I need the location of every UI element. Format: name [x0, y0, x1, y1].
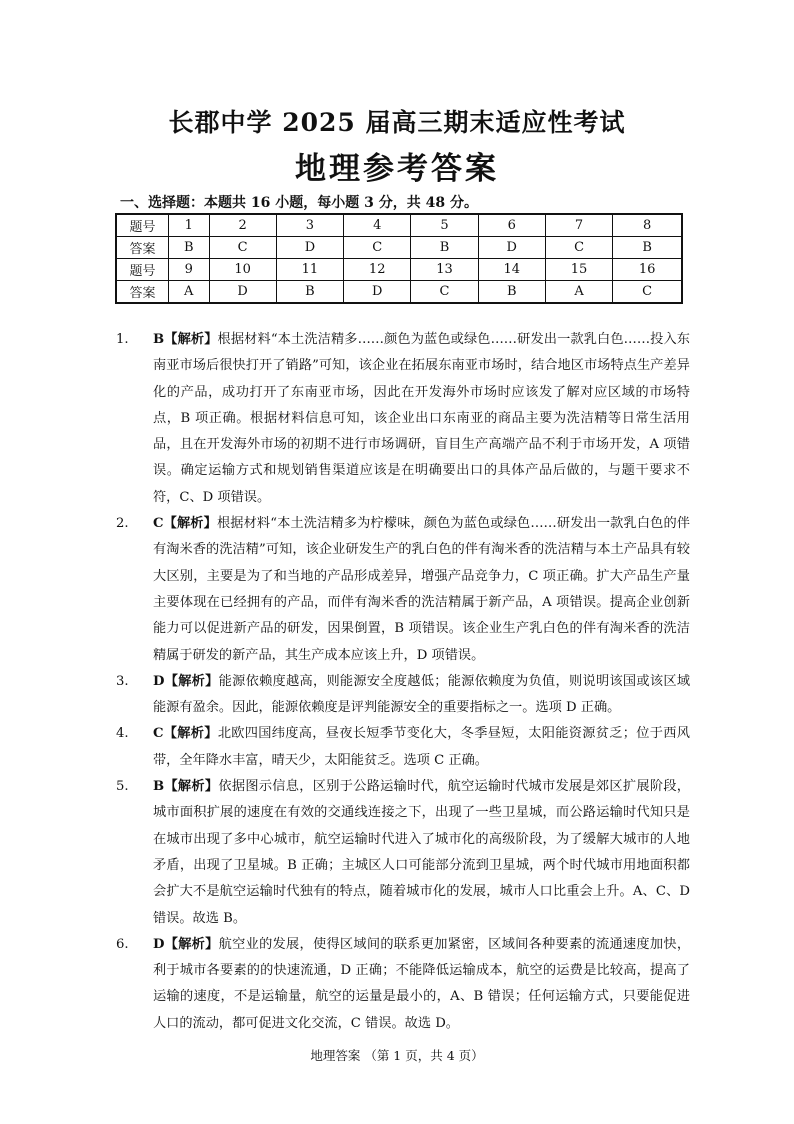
question-number: 1. — [116, 332, 129, 347]
explanation-body — [153, 669, 690, 722]
table-cell: D — [344, 281, 411, 304]
table-cell: C — [613, 281, 682, 304]
explanation-text: 北欧四国纬度高，昼夜长短季节变化大，冬季昼短，太阳能资源贫乏；位于西风带，全年降水丰富，晴天少，太阳能贫乏。选项 C 正确。 — [153, 726, 690, 768]
table-row — [116, 214, 682, 237]
explanation-body — [153, 511, 690, 669]
table-cell: C — [545, 237, 612, 259]
answer-table — [115, 213, 683, 304]
list-item — [116, 669, 690, 722]
answer-label: D【解析】 — [153, 936, 219, 952]
table-cell: 6 — [478, 214, 545, 237]
exam-title: 长郡中学 2025 届高三期末适应性考试 — [168, 108, 626, 137]
table-cell: A — [169, 281, 210, 304]
answer-title: 地理参考答案 — [295, 151, 499, 187]
explanation-body — [153, 932, 690, 1037]
row-label: 答案 — [116, 237, 169, 259]
explanation-text: 依据图示信息，区别于公路运输时代，航空运输时代城市发展是郊区扩展阶段，城市面积扩展的速度在有效的交通线连接之下，出现了一些卫星城，而公路运输时代知只是在城市出现了多中心城市，航空运输时代进入了城市化的高级阶段，为了缓解大城市的人地矛盾，出现了卫星城。B 正确；主城区人口可能部分流到卫星城，两个时代城市用地面积都会扩大不是航空运输时代独有的特点，随着城市化的发展，城市人口比重会上升。A、C、D 错误。故选 B。 — [153, 779, 690, 926]
explanation-text: 能源依赖度越高，则能源安全度越低；能源依赖度为负值，则说明该国或该区域能源有盈余。因此，能源依赖度是评判能源安全的重要指标之一。选项 D 正确。 — [153, 673, 691, 716]
table-cell: 14 — [478, 259, 545, 281]
table-cell: 11 — [276, 259, 343, 281]
table-cell: B — [478, 281, 545, 304]
table-cell: D — [209, 281, 276, 304]
explanation-body — [153, 721, 690, 774]
list-item — [116, 774, 690, 932]
table-cell: 2 — [209, 214, 276, 237]
table-cell: 12 — [344, 259, 411, 281]
table-cell: 10 — [209, 259, 276, 281]
table-cell: C — [344, 237, 411, 259]
answer-label: B【解析】 — [153, 779, 219, 795]
explanation-text: 根据材料“本土洗洁精多……颜色为蓝色或绿色……研发出一款乳白色……投入东南亚市场后很快打开了销路”可知，该企业在拓展东南亚市场时，结合地区市场特点生产差异化的产品，成功打开了东南亚市场，因此在开发海外市场时应该发了解对应区域的市场特点，B 项正确。根据材料信息可知，该企业出口东南亚的商品主要为洗洁精等日常生活用品，且在开发海外市场的初期不进行市场调研，盲目生产高端产品不利于市场开发，A 项错误。确定运输方式和规划销售渠道应该是在明确要出口的具体产品后做的，与题干要求不符，C、D 项错误。 — [153, 332, 690, 505]
table-cell: 9 — [169, 259, 210, 281]
table-cell: D — [478, 237, 545, 259]
row-label: 题号 — [116, 214, 169, 237]
list-item — [116, 327, 690, 511]
list-item — [116, 511, 690, 669]
answer-label: B【解析】 — [153, 332, 218, 347]
table-cell: A — [545, 281, 612, 304]
question-number: 4. — [116, 726, 129, 742]
row-label: 题号 — [116, 259, 169, 281]
question-number: 2. — [116, 516, 129, 532]
question-number: 6. — [116, 936, 129, 952]
table-cell: 16 — [613, 259, 682, 281]
row-label: 答案 — [116, 281, 169, 304]
table-cell: B — [411, 237, 478, 259]
table-cell: B — [613, 237, 682, 259]
table-cell: D — [276, 237, 343, 259]
table-cell: 7 — [545, 214, 612, 237]
table-cell: C — [411, 281, 478, 304]
table-cell: 1 — [169, 214, 210, 237]
table-cell: 5 — [411, 214, 478, 237]
section-heading: 一、选择题：本题共 16 小题，每小题 3 分，共 48 分。 — [120, 195, 478, 211]
page-footer: 地理答案 （第 1 页，共 4 页） — [310, 1048, 484, 1063]
question-number: 5. — [116, 779, 129, 795]
answer-label: C【解析】 — [153, 516, 217, 532]
table-row — [116, 259, 682, 281]
table-cell: B — [276, 281, 343, 304]
table-cell: 4 — [344, 214, 411, 237]
question-number: 3. — [116, 673, 129, 689]
list-item — [116, 932, 690, 1037]
explanation-body — [153, 774, 690, 932]
table-cell: 8 — [613, 214, 682, 237]
answer-label: D【解析】 — [153, 673, 219, 689]
explanation-body — [153, 327, 690, 511]
table-cell: C — [209, 237, 276, 259]
explanation-list — [116, 327, 690, 1037]
explanation-text: 航空业的发展，使得区域间的联系更加紧密，区域间各种要素的流通速度加快，利于城市各要素的的快速流通，D 正确；不能降低运输成本，航空的运费是比较高，提高了运输的速度，不是运输量，航空的运量是最小的，A、B 错误；任何运输方式，只要能促进人口的流动，都可促进文化交流，C 错误。故选 D。 — [153, 936, 691, 1031]
answer-label: C【解析】 — [153, 726, 218, 742]
table-cell: 13 — [411, 259, 478, 281]
explanation-text: 根据材料“本土洗洁精多为柠檬味，颜色为蓝色或绿色……研发出一款乳白色的伴有淘米香的洗洁精”可知，该企业研发生产的乳白色的伴有淘米香的洗洁精与本土产品具有较大区别，主要是为了和当地的产品形成差异，增强产品竞争力，C 项正确。扩大产品生产量主要体现在已经拥有的产品，而伴有淘米香的洗洁精属于新产品，A 项错误。提高企业创新能力可以促进新产品的研发，因果倒置，B 项错误。该企业生产乳白色的伴有淘米香的洗洁精属于研发的新产品，其生产成本应该上升，D 项错误。 — [153, 516, 690, 663]
table-row — [116, 281, 682, 304]
list-item — [116, 721, 690, 774]
table-cell: B — [169, 237, 210, 259]
table-cell: 3 — [276, 214, 343, 237]
table-cell: 15 — [545, 259, 612, 281]
table-row — [116, 237, 682, 259]
